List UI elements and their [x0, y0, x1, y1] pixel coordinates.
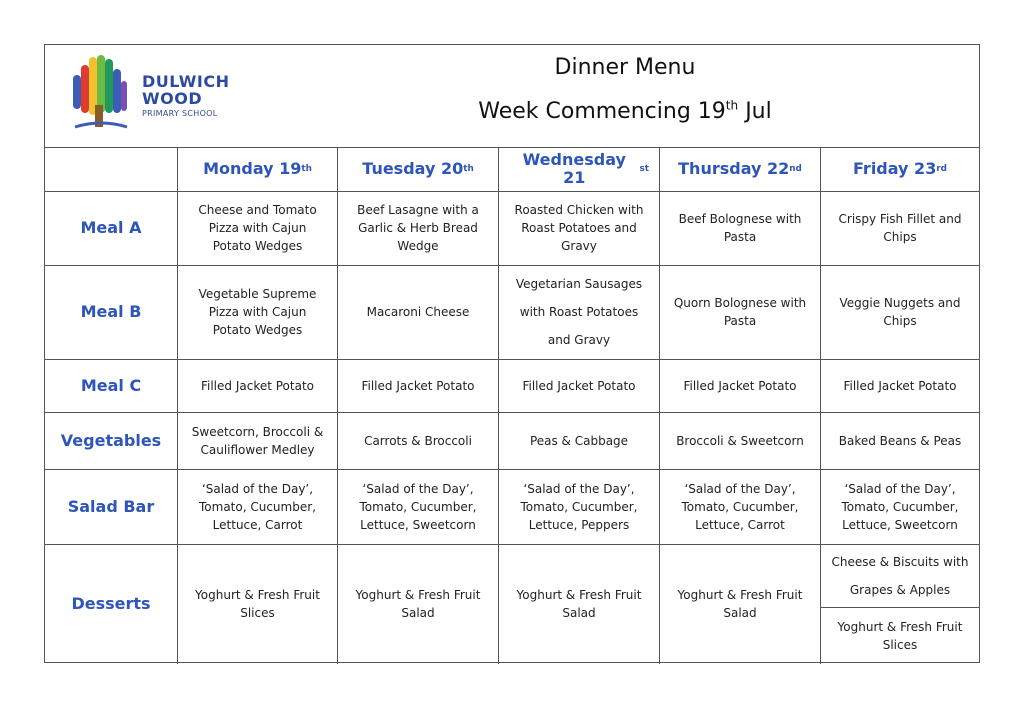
day-header-thursday: Thursday 22 nd [660, 147, 821, 191]
menu-item: Yoghurt & Fresh Fruit Salad [338, 544, 499, 664]
row-label: Vegetables [45, 412, 178, 469]
page-title: Dinner Menu [554, 55, 696, 80]
friday-desserts-cell [821, 544, 979, 664]
menu-item: Macaroni Cheese [338, 265, 499, 359]
meal-c-row [45, 359, 979, 413]
menu-item: Yoghurt & Fresh Fruit Slices [178, 544, 338, 664]
row-label: Meal A [45, 191, 178, 265]
menu-item: Yoghurt & Fresh Fruit Slices [837, 620, 963, 652]
menu-header [45, 45, 979, 148]
menu-item: Vegetarian Sausages with Roast Potatoes and Gravy [499, 265, 660, 359]
school-subtitle: PRIMARY SCHOOL [142, 109, 218, 118]
day-header-monday: Monday 19 th [178, 147, 338, 191]
desserts-row [45, 544, 979, 664]
menu-item: Filled Jacket Potato [843, 378, 957, 393]
menu-item: Beef Bolognese with Pasta [660, 191, 821, 265]
day-header-wednesday: Wednesday 21 st [499, 147, 660, 191]
menu-item: Broccoli & Sweetcorn [660, 412, 821, 469]
menu-item: Veggie Nuggets and Chips [839, 296, 961, 328]
row-label: Desserts [45, 544, 178, 664]
day-header-friday: Friday 23 rd [853, 159, 947, 178]
salad-bar-row [45, 469, 979, 545]
day-header-tuesday: Tuesday 20 th [338, 147, 499, 191]
menu-item: ‘Salad of the Day’, Tomato, Cucumber, Lettuce, Sweetcorn [338, 469, 499, 544]
menu-item: Filled Jacket Potato [499, 359, 660, 412]
menu-item: ‘Salad of the Day’, Tomato, Cucumber, Lettuce, Peppers [499, 469, 660, 544]
menu-item: Carrots & Broccoli [338, 412, 499, 469]
corner-cell [45, 147, 178, 191]
school-logo [69, 53, 269, 135]
week-commencing: Week Commencing 19th Jul [478, 98, 772, 124]
menu-item: Peas & Cabbage [499, 412, 660, 469]
menu-item: Filled Jacket Potato [660, 359, 821, 412]
row-label: Meal B [45, 265, 178, 359]
menu-item: Sweetcorn, Broccoli & Cauliflower Medley [178, 412, 338, 469]
menu-item: Vegetable Supreme Pizza with Cajun Potato Wedges [178, 265, 338, 359]
menu-item: Cheese and Tomato Pizza with Cajun Potato Wedges [178, 191, 338, 265]
vegetables-row [45, 412, 979, 470]
menu-item: Cheese & Biscuits with Grapes & Apples [821, 544, 979, 608]
menu-item: ‘Salad of the Day’, Tomato, Cucumber, Lettuce, Carrot [660, 469, 821, 544]
menu-item: ‘Salad of the Day’, Tomato, Cucumber, Lettuce, Carrot [178, 469, 338, 544]
school-name: DULWICH WOOD [142, 72, 230, 108]
meal-a-row [45, 191, 979, 266]
menu-item: Roasted Chicken with Roast Potatoes and Gravy [499, 191, 660, 265]
row-label: Salad Bar [45, 469, 178, 544]
menu-item: Crispy Fish Fillet and Chips [838, 212, 962, 244]
menu-frame [44, 44, 980, 663]
menu-item: Filled Jacket Potato [338, 359, 499, 412]
menu-item: ‘Salad of the Day’, Tomato, Cucumber, Lettuce, Sweetcorn [841, 481, 959, 532]
meal-b-row [45, 265, 979, 360]
menu-item: Filled Jacket Potato [178, 359, 338, 412]
menu-item: Yoghurt & Fresh Fruit Salad [499, 544, 660, 664]
row-label: Meal C [45, 359, 178, 412]
menu-item: Baked Beans & Peas [838, 433, 962, 448]
menu-item: Quorn Bolognese with Pasta [660, 265, 821, 359]
menu-item: Yoghurt & Fresh Fruit Salad [660, 544, 821, 664]
day-header-row [45, 147, 979, 192]
menu-item: Beef Lasagne with a Garlic & Herb Bread Wedge [338, 191, 499, 265]
tree-logo-icon [69, 53, 133, 135]
